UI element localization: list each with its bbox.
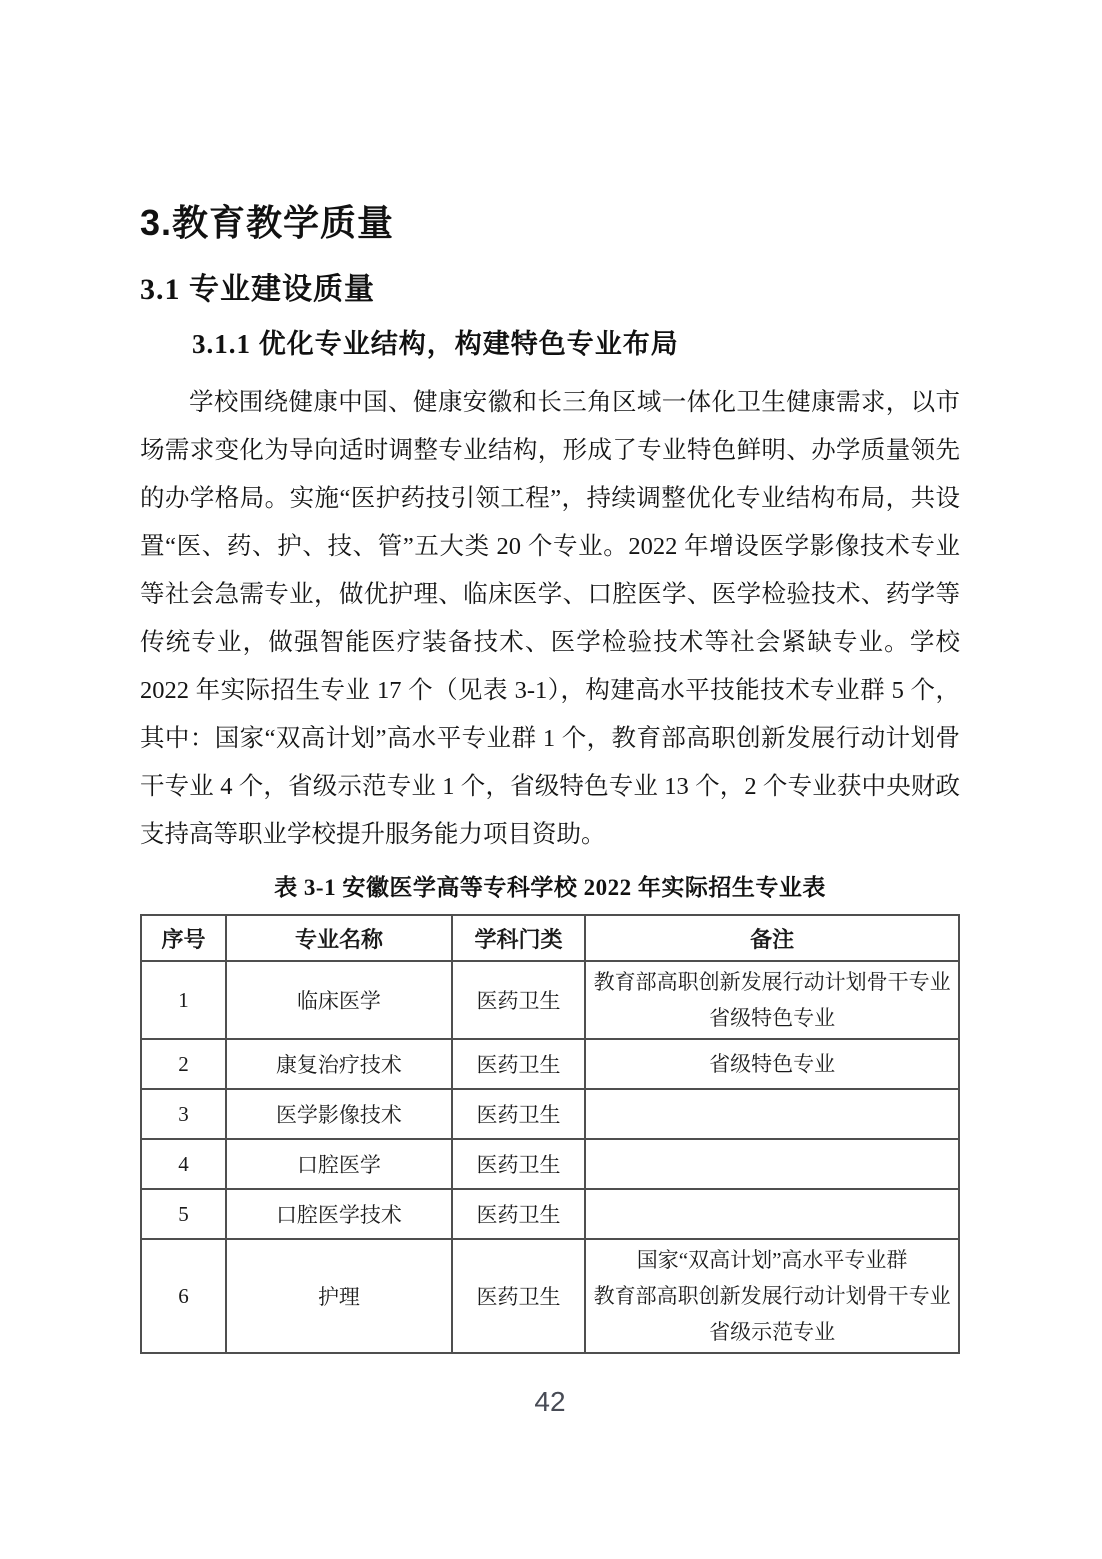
table-row [141, 1089, 959, 1139]
remarks-cell [585, 1239, 959, 1353]
category-cell: 医药卫生 [452, 1239, 585, 1353]
major-cell: 康复治疗技术 [226, 1039, 452, 1089]
major-cell: 口腔医学 [226, 1139, 452, 1189]
no-cell: 5 [141, 1189, 226, 1239]
remark-line: 教育部高职创新发展行动计划骨干专业 [593, 1284, 951, 1309]
section-heading: 3.教育教学质量 [140, 202, 395, 243]
table-row [141, 961, 959, 1039]
remarks-cell [585, 1089, 959, 1139]
major-cell: 临床医学 [226, 961, 452, 1039]
category-cell: 医药卫生 [452, 1039, 585, 1089]
category-cell: 医药卫生 [452, 961, 585, 1039]
table-header [141, 915, 959, 961]
remark-line: 国家“双高计划”高水平专业群 [636, 1248, 908, 1273]
col-header-no: 序号 [141, 915, 226, 961]
col-header-remarks: 备注 [585, 915, 959, 961]
table-row [141, 1189, 959, 1239]
col-header-major: 专业名称 [226, 915, 452, 961]
remark-line: 教育部高职创新发展行动计划骨干专业 [593, 970, 951, 995]
remark-line: 省级示范专业 [709, 1320, 836, 1345]
major-cell: 口腔医学技术 [226, 1189, 452, 1239]
major-cell: 护理 [226, 1239, 452, 1353]
remark-line: 省级特色专业 [709, 1052, 836, 1077]
no-cell: 1 [141, 961, 226, 1039]
col-header-category: 学科门类 [452, 915, 585, 961]
table-row [141, 1239, 959, 1353]
subsubsection-heading: 3.1.1 优化专业结构，构建特色专业布局 [192, 328, 679, 359]
remarks-cell [585, 1139, 959, 1189]
body-paragraph: 学校围绕健康中国、健康安徽和长三角区域一体化卫生健康需求，以市场需求变化为导向适时调整专业结构，形成了专业特色鲜明、办学质量领先的办学格局。实施“医护药技引领工程”，持续调整优化专业结构布局，共设置“医、药、护、技、管”五大类 20 个专业。2022 年增设医学影像技术专业等社会急需专业，做优护理、临床医学、口腔医学、医学检验技术、药学等传统专业，做强智能医疗装备技术、医学检验技术等社会紧缺专业。学校 2022 年实际招生专业 17 个（见表 3-1），构建高水平技能技术专业群 5 个，其中：国家“双高计划”高水平专业群 1 个，教育部高职创新发展行动计划骨干专业 4 个，省级示范专业 1 个，省级特色专业 13 个，2 个专业获中央财政支持高等职业学校提升服务能力项目资助。 [140, 389, 960, 849]
category-cell: 医药卫生 [452, 1139, 585, 1189]
category-cell: 医药卫生 [452, 1089, 585, 1139]
table-row [141, 1039, 959, 1089]
category-cell: 医药卫生 [452, 1189, 585, 1239]
page-number: 42 [534, 1386, 566, 1418]
table-row [141, 1139, 959, 1189]
major-cell: 医学影像技术 [226, 1089, 452, 1139]
remark-line: 省级特色专业 [709, 1006, 836, 1031]
subsection-heading: 3.1 专业建设质量 [140, 272, 375, 306]
table-caption: 表 3-1 安徽医学高等专科学校 2022 年实际招生专业表 [274, 875, 826, 901]
no-cell: 4 [141, 1139, 226, 1189]
remarks-cell [585, 1189, 959, 1239]
majors-table [140, 914, 960, 1354]
no-cell: 3 [141, 1089, 226, 1139]
remarks-cell [585, 1039, 959, 1089]
table-header-row [141, 915, 959, 961]
no-cell: 6 [141, 1239, 226, 1353]
no-cell: 2 [141, 1039, 226, 1089]
remarks-cell [585, 961, 959, 1039]
